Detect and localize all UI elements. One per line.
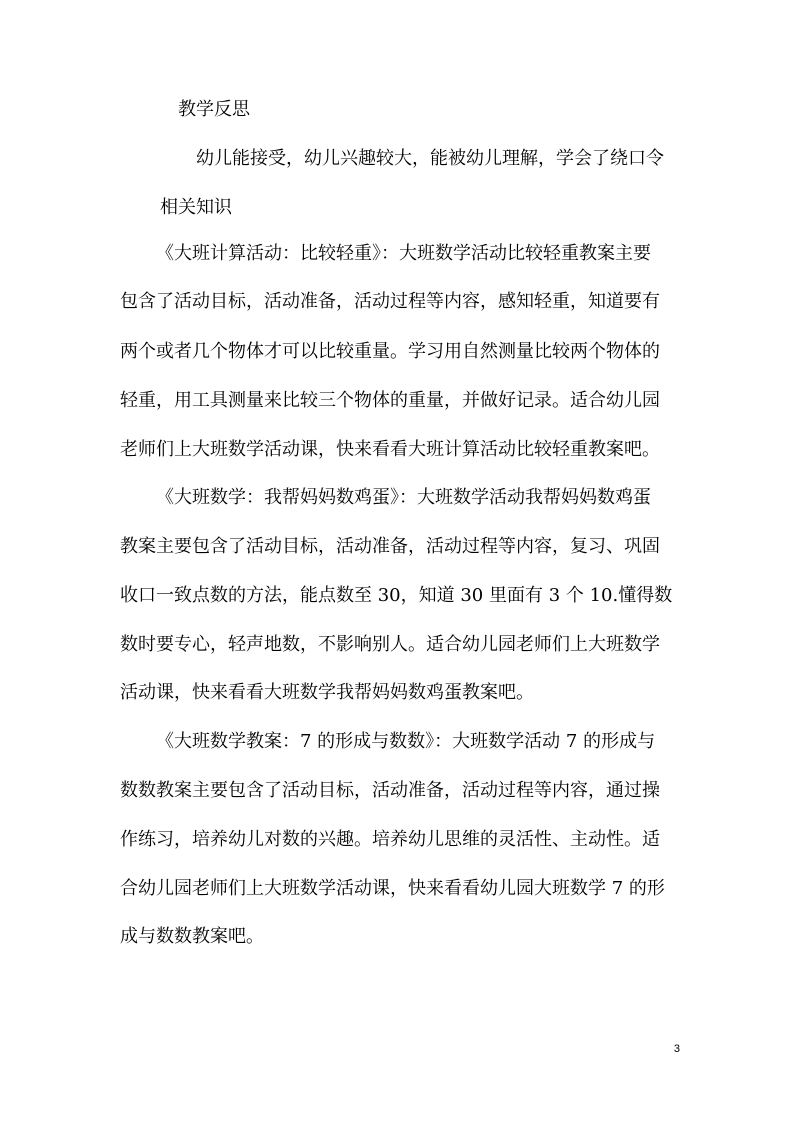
paragraph-1-line-4: 轻重，用工具测量来比较三个物体的重量，并做好记录。适合幼儿园 bbox=[120, 390, 660, 411]
paragraph-2-line-2: 教案主要包含了活动目标，活动准备，活动过程等内容，复习、巩固 bbox=[120, 536, 660, 557]
paragraph-3-line-3: 作练习，培养幼儿对数的兴趣。培养幼儿思维的灵活性、主动性。适 bbox=[120, 829, 660, 850]
paragraph-3-line-5: 成与数数教案吧。 bbox=[120, 926, 264, 947]
reflection-text: 幼儿能接受，幼儿兴趣较大，能被幼儿理解，学会了绕口令 bbox=[196, 148, 664, 169]
paragraph-3-line-1: 《大班数学教案：7 的形成与数数》：大班数学活动 7 的形成与 bbox=[156, 731, 656, 752]
paragraph-1-line-2: 包含了活动目标，活动准备，活动过程等内容，感知轻重，知道要有 bbox=[120, 291, 660, 312]
paragraph-3-line-2: 数数教案主要包含了活动目标，活动准备，活动过程等内容，通过操 bbox=[120, 780, 660, 801]
paragraph-3-line-4: 合幼儿园老师们上大班数学活动课，快来看看幼儿园大班数学 7 的形 bbox=[120, 878, 665, 899]
page-number: 3 bbox=[673, 1043, 680, 1055]
paragraph-2-line-4: 数时要专心，轻声地数，不影响别人。适合幼儿园老师们上大班数学 bbox=[120, 634, 660, 655]
paragraph-1-line-5: 老师们上大班数学活动课，快来看看大班计算活动比较轻重教案吧。 bbox=[120, 439, 660, 460]
reflection-heading: 教学反思 bbox=[178, 99, 250, 120]
related-knowledge-heading: 相关知识 bbox=[160, 197, 232, 218]
paragraph-1-line-1: 《大班计算活动：比较轻重》：大班数学活动比较轻重教案主要 bbox=[156, 243, 651, 264]
paragraph-2-line-1: 《大班数学：我帮妈妈数鸡蛋》：大班数学活动我帮妈妈数鸡蛋 bbox=[156, 487, 651, 508]
paragraph-2-line-5: 活动课，快来看看大班数学我帮妈妈数鸡蛋教案吧。 bbox=[120, 682, 534, 703]
paragraph-1-line-3: 两个或者几个物体才可以比较重量。学习用自然测量比较两个物体的 bbox=[120, 341, 660, 362]
paragraph-2-line-3: 收口一致点数的方法，能点数至 30，知道 30 里面有 3 个 10.懂得数 bbox=[120, 585, 673, 606]
